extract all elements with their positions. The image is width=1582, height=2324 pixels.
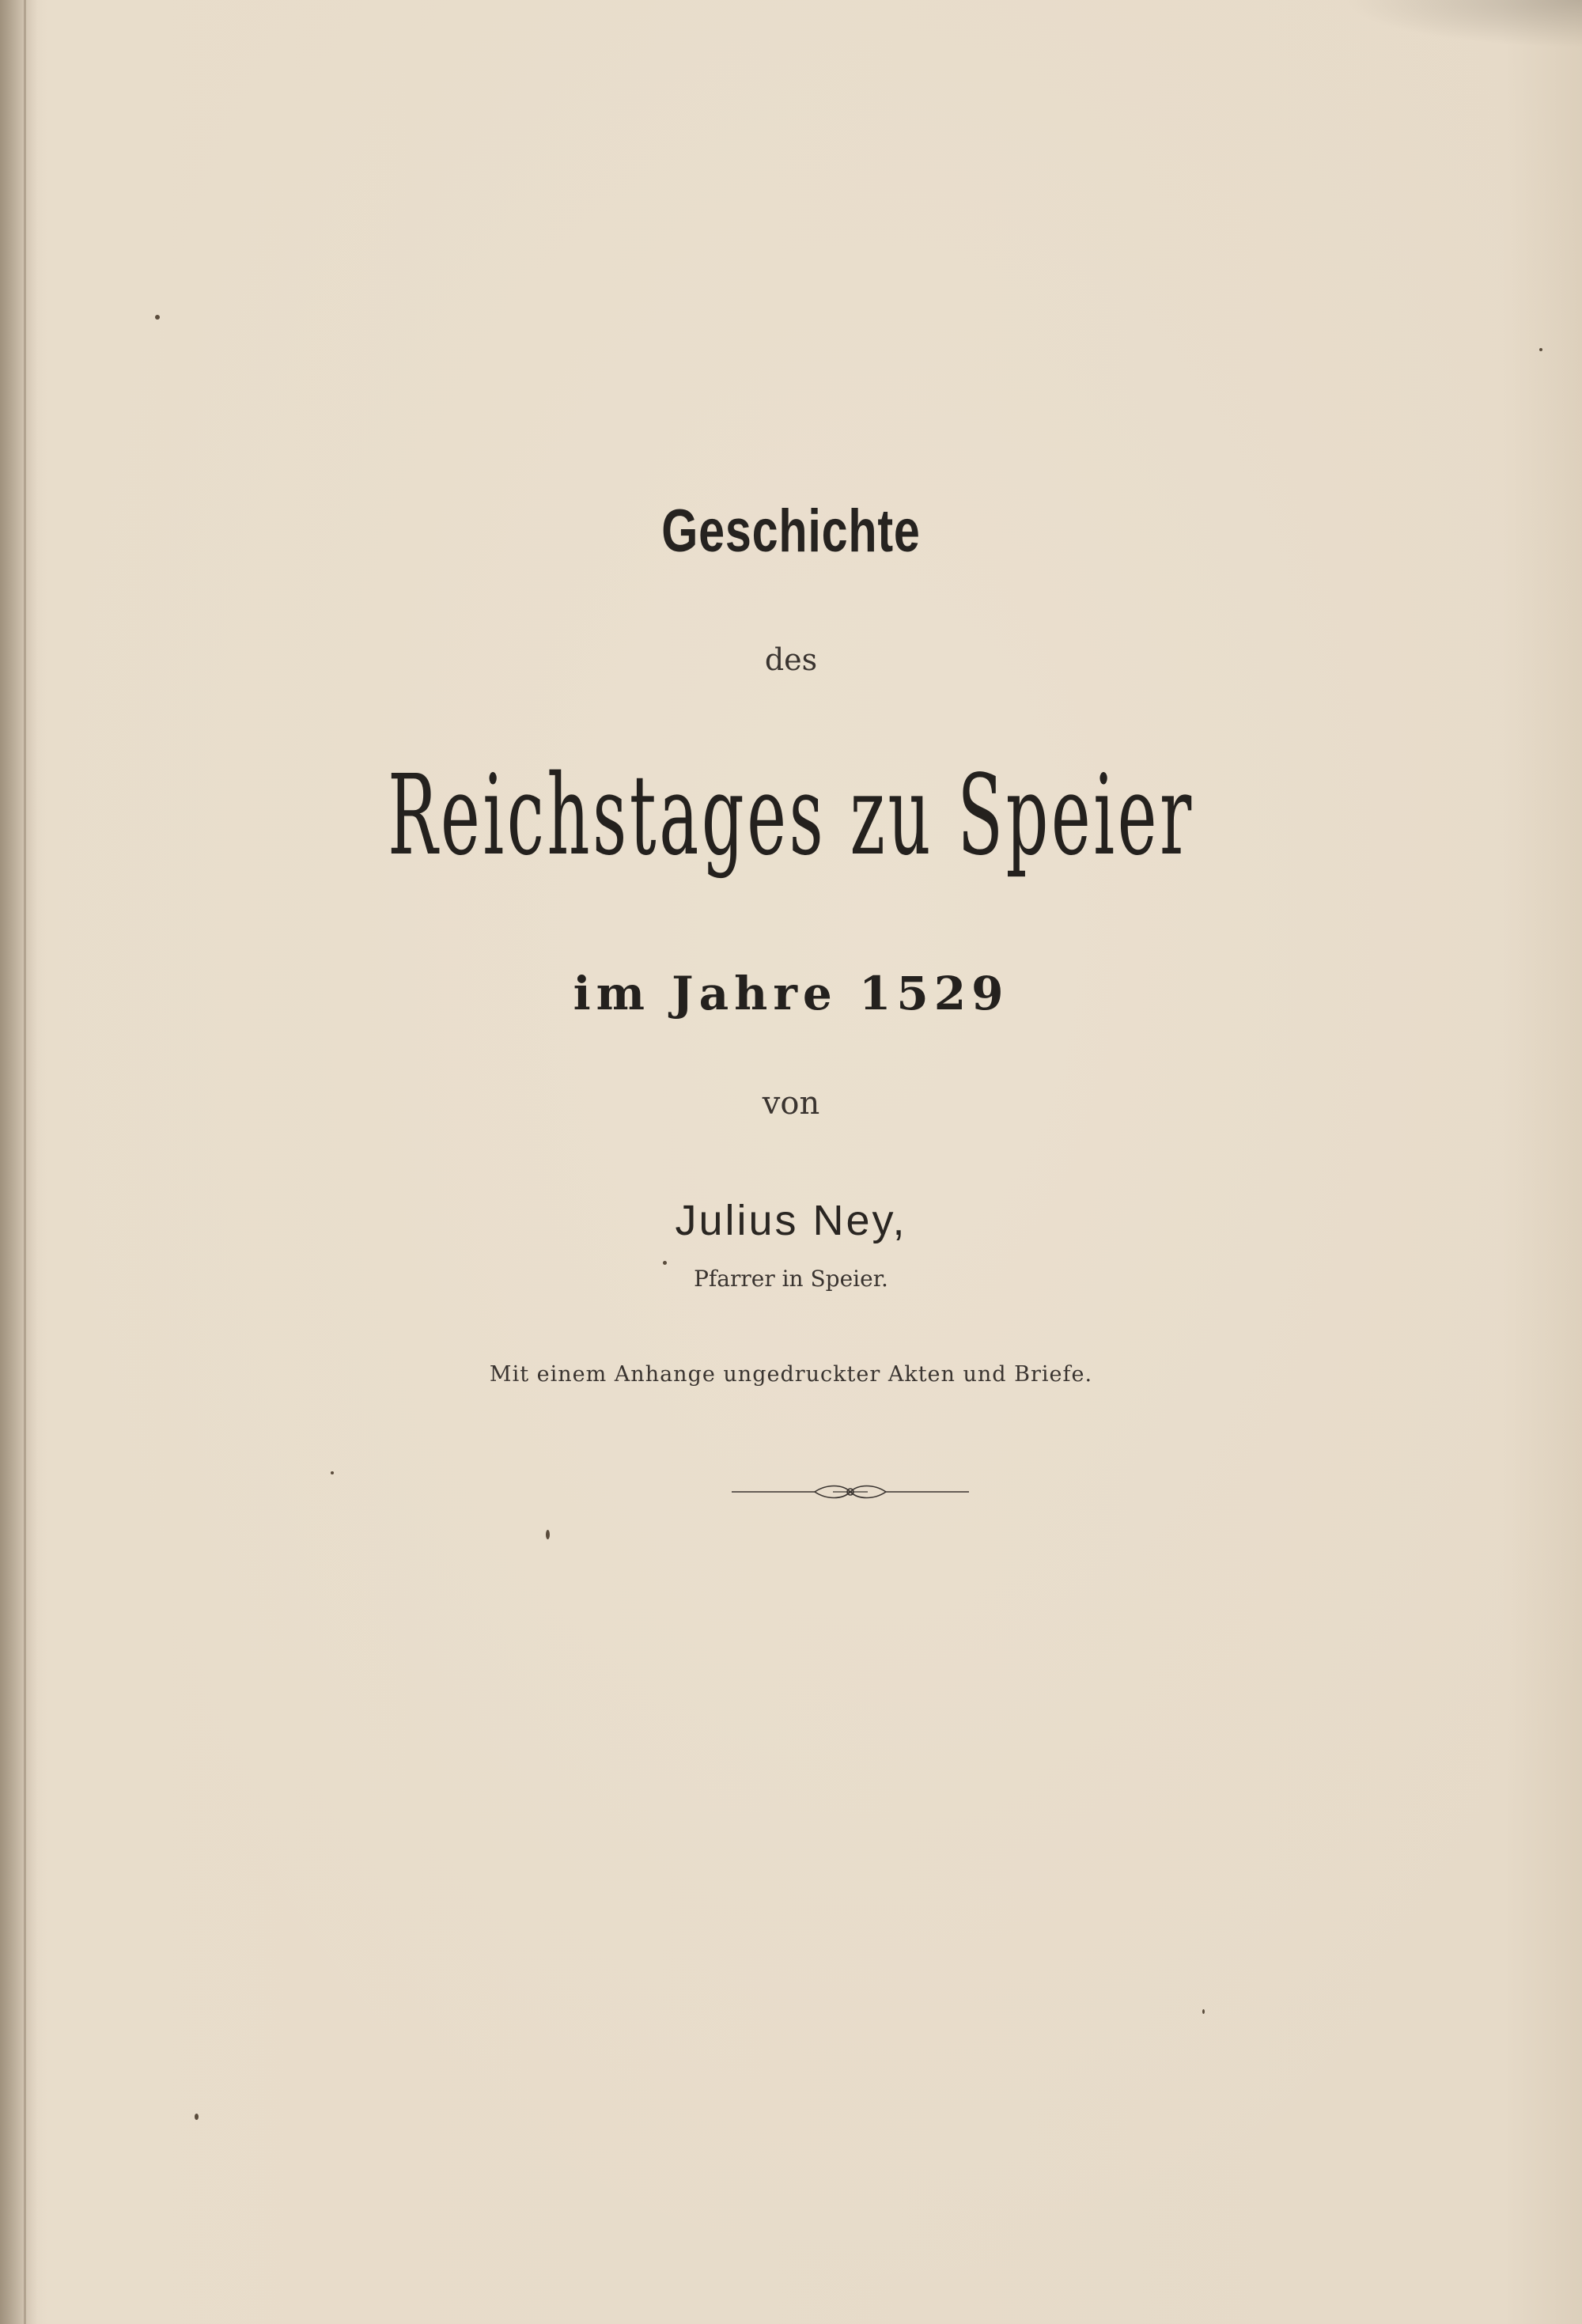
title-year-line: im Jahre 1529 [573, 967, 1009, 1020]
spine-shadow [0, 0, 38, 2324]
paper-speck [1539, 348, 1542, 351]
title-von: von [762, 1085, 820, 1122]
paper-speck [331, 1471, 334, 1474]
title-des: des [764, 642, 818, 677]
main-title: Reichstages zu Speier [388, 751, 1194, 880]
paper-speck [1202, 2009, 1205, 2014]
title-geschichte: Geschichte [661, 498, 921, 565]
paper-speck [155, 315, 160, 320]
corner-wear [1345, 0, 1582, 47]
author-role: Pfarrer in Speier. [694, 1266, 888, 1292]
paper-speck [195, 2114, 199, 2120]
appendix-note: Mit einem Anhange ungedruckter Akten und Briefe. [489, 1362, 1093, 1387]
ornament-rule-icon [732, 1481, 969, 1503]
page-edge [24, 0, 26, 2324]
paper-speck [546, 1530, 550, 1539]
author-name: Julius Ney, [675, 1197, 907, 1244]
paper-speck [663, 1261, 667, 1265]
